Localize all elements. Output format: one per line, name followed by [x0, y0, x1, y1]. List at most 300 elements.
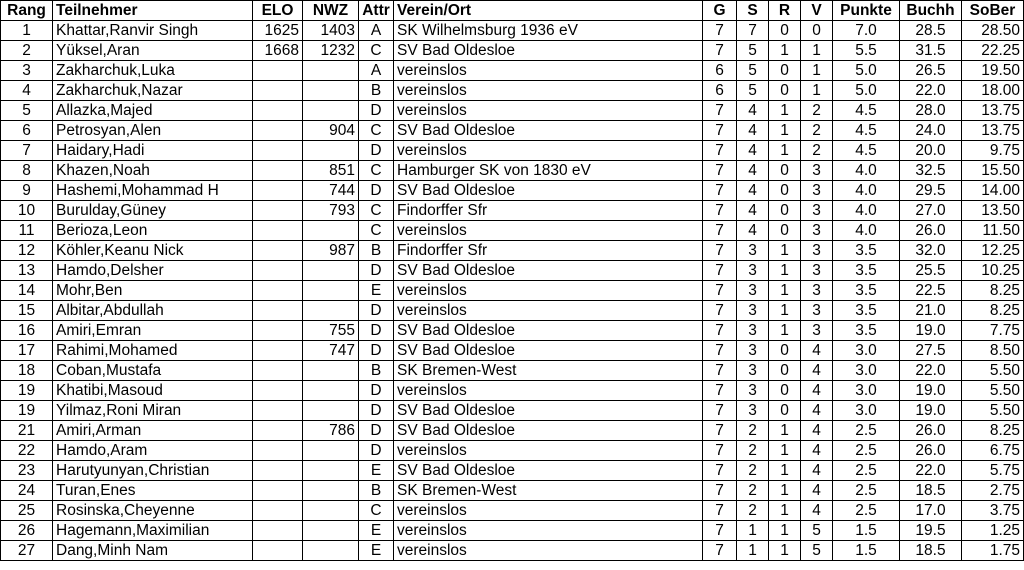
- punkte-cell: 1.5: [833, 541, 900, 561]
- verein-cell: vereinslos: [394, 141, 703, 161]
- attr-cell: D: [359, 101, 394, 121]
- table-row: [1, 321, 1024, 341]
- s-cell: 2: [737, 501, 769, 521]
- header-row: [1, 1, 1024, 21]
- buchh-cell: 24.0: [900, 121, 962, 141]
- g-cell: 7: [703, 221, 737, 241]
- rang-cell: 25: [1, 501, 53, 521]
- punkte-cell: 4.5: [833, 141, 900, 161]
- v-cell: 3: [801, 301, 833, 321]
- table-row: [1, 41, 1024, 61]
- col-header-sober: SoBer: [962, 1, 1024, 21]
- attr-cell: D: [359, 301, 394, 321]
- v-cell: 4: [801, 461, 833, 481]
- elo-cell: [253, 461, 303, 481]
- buchh-cell: 26.0: [900, 421, 962, 441]
- table-row: [1, 261, 1024, 281]
- teilnehmer-cell: Haidary,Hadi: [53, 141, 253, 161]
- rang-cell: 19: [1, 401, 53, 421]
- table-row: [1, 161, 1024, 181]
- v-cell: 4: [801, 421, 833, 441]
- verein-cell: vereinslos: [394, 441, 703, 461]
- sober-cell: 7.75: [962, 321, 1024, 341]
- v-cell: 3: [801, 181, 833, 201]
- rang-cell: 4: [1, 81, 53, 101]
- verein-cell: SV Bad Oldesloe: [394, 461, 703, 481]
- teilnehmer-cell: Amiri,Emran: [53, 321, 253, 341]
- table-body: [1, 21, 1024, 561]
- rang-cell: 13: [1, 261, 53, 281]
- s-cell: 5: [737, 81, 769, 101]
- elo-cell: [253, 301, 303, 321]
- buchh-cell: 25.5: [900, 261, 962, 281]
- r-cell: 1: [769, 321, 801, 341]
- r-cell: 0: [769, 221, 801, 241]
- teilnehmer-cell: Coban,Mustafa: [53, 361, 253, 381]
- r-cell: 0: [769, 161, 801, 181]
- punkte-cell: 3.0: [833, 381, 900, 401]
- table-row: [1, 461, 1024, 481]
- verein-cell: vereinslos: [394, 381, 703, 401]
- nwz-cell: [303, 141, 359, 161]
- punkte-cell: 4.0: [833, 201, 900, 221]
- v-cell: 1: [801, 61, 833, 81]
- elo-cell: [253, 341, 303, 361]
- g-cell: 7: [703, 541, 737, 561]
- g-cell: 7: [703, 261, 737, 281]
- col-header-elo: ELO: [253, 1, 303, 21]
- nwz-cell: [303, 521, 359, 541]
- teilnehmer-cell: Allazka,Majed: [53, 101, 253, 121]
- v-cell: 2: [801, 141, 833, 161]
- sober-cell: 5.50: [962, 381, 1024, 401]
- teilnehmer-cell: Zakharchuk,Nazar: [53, 81, 253, 101]
- g-cell: 7: [703, 301, 737, 321]
- punkte-cell: 2.5: [833, 421, 900, 441]
- rang-cell: 12: [1, 241, 53, 261]
- r-cell: 1: [769, 141, 801, 161]
- attr-cell: D: [359, 401, 394, 421]
- elo-cell: [253, 141, 303, 161]
- nwz-cell: 755: [303, 321, 359, 341]
- g-cell: 7: [703, 381, 737, 401]
- teilnehmer-cell: Mohr,Ben: [53, 281, 253, 301]
- s-cell: 4: [737, 221, 769, 241]
- punkte-cell: 5.0: [833, 61, 900, 81]
- s-cell: 3: [737, 321, 769, 341]
- rang-cell: 11: [1, 221, 53, 241]
- nwz-cell: [303, 301, 359, 321]
- s-cell: 2: [737, 461, 769, 481]
- buchh-cell: 22.5: [900, 281, 962, 301]
- g-cell: 7: [703, 241, 737, 261]
- attr-cell: C: [359, 161, 394, 181]
- sober-cell: 1.75: [962, 541, 1024, 561]
- rang-cell: 27: [1, 541, 53, 561]
- r-cell: 1: [769, 241, 801, 261]
- g-cell: 7: [703, 481, 737, 501]
- buchh-cell: 29.5: [900, 181, 962, 201]
- table-row: [1, 141, 1024, 161]
- rang-cell: 19: [1, 381, 53, 401]
- v-cell: 5: [801, 521, 833, 541]
- nwz-cell: 851: [303, 161, 359, 181]
- buchh-cell: 19.0: [900, 381, 962, 401]
- s-cell: 3: [737, 261, 769, 281]
- elo-cell: [253, 81, 303, 101]
- elo-cell: [253, 261, 303, 281]
- teilnehmer-cell: Turan,Enes: [53, 481, 253, 501]
- teilnehmer-cell: Hagemann,Maximilian: [53, 521, 253, 541]
- rang-cell: 17: [1, 341, 53, 361]
- verein-cell: vereinslos: [394, 81, 703, 101]
- g-cell: 7: [703, 281, 737, 301]
- elo-cell: [253, 421, 303, 441]
- table-row: [1, 341, 1024, 361]
- rang-cell: 7: [1, 141, 53, 161]
- teilnehmer-cell: Hamdo,Delsher: [53, 261, 253, 281]
- buchh-cell: 22.0: [900, 461, 962, 481]
- attr-cell: B: [359, 481, 394, 501]
- teilnehmer-cell: Harutyunyan,Christian: [53, 461, 253, 481]
- attr-cell: E: [359, 461, 394, 481]
- g-cell: 7: [703, 441, 737, 461]
- verein-cell: SV Bad Oldesloe: [394, 401, 703, 421]
- sober-cell: 9.75: [962, 141, 1024, 161]
- teilnehmer-cell: Dang,Minh Nam: [53, 541, 253, 561]
- col-header-verein: Verein/Ort: [394, 1, 703, 21]
- g-cell: 7: [703, 21, 737, 41]
- g-cell: 7: [703, 101, 737, 121]
- attr-cell: A: [359, 61, 394, 81]
- buchh-cell: 19.0: [900, 321, 962, 341]
- attr-cell: D: [359, 421, 394, 441]
- attr-cell: D: [359, 261, 394, 281]
- teilnehmer-cell: Amiri,Arman: [53, 421, 253, 441]
- elo-cell: [253, 381, 303, 401]
- table-row: [1, 201, 1024, 221]
- verein-cell: Findorffer Sfr: [394, 201, 703, 221]
- verein-cell: Hamburger SK von 1830 eV: [394, 161, 703, 181]
- elo-cell: [253, 161, 303, 181]
- teilnehmer-cell: Rosinska,Cheyenne: [53, 501, 253, 521]
- r-cell: 1: [769, 281, 801, 301]
- attr-cell: E: [359, 521, 394, 541]
- nwz-cell: [303, 401, 359, 421]
- s-cell: 5: [737, 61, 769, 81]
- s-cell: 3: [737, 361, 769, 381]
- attr-cell: B: [359, 361, 394, 381]
- sober-cell: 18.00: [962, 81, 1024, 101]
- rang-cell: 8: [1, 161, 53, 181]
- elo-cell: 1625: [253, 21, 303, 41]
- r-cell: 0: [769, 341, 801, 361]
- nwz-cell: [303, 261, 359, 281]
- rang-cell: 23: [1, 461, 53, 481]
- table-row: [1, 441, 1024, 461]
- sober-cell: 22.25: [962, 41, 1024, 61]
- col-header-s: S: [737, 1, 769, 21]
- rang-cell: 2: [1, 41, 53, 61]
- buchh-cell: 18.5: [900, 481, 962, 501]
- nwz-cell: 786: [303, 421, 359, 441]
- nwz-cell: [303, 501, 359, 521]
- nwz-cell: [303, 101, 359, 121]
- punkte-cell: 2.5: [833, 441, 900, 461]
- sober-cell: 13.50: [962, 201, 1024, 221]
- punkte-cell: 3.5: [833, 261, 900, 281]
- nwz-cell: 1232: [303, 41, 359, 61]
- table-row: [1, 21, 1024, 41]
- nwz-cell: [303, 221, 359, 241]
- attr-cell: B: [359, 81, 394, 101]
- sober-cell: 2.75: [962, 481, 1024, 501]
- s-cell: 3: [737, 301, 769, 321]
- table-row: [1, 181, 1024, 201]
- g-cell: 7: [703, 41, 737, 61]
- verein-cell: vereinslos: [394, 221, 703, 241]
- v-cell: 0: [801, 21, 833, 41]
- attr-cell: D: [359, 141, 394, 161]
- buchh-cell: 20.0: [900, 141, 962, 161]
- elo-cell: 1668: [253, 41, 303, 61]
- s-cell: 1: [737, 521, 769, 541]
- v-cell: 2: [801, 101, 833, 121]
- teilnehmer-cell: Khattar,Ranvir Singh: [53, 21, 253, 41]
- teilnehmer-cell: Rahimi,Mohamed: [53, 341, 253, 361]
- table-row: [1, 121, 1024, 141]
- r-cell: 1: [769, 121, 801, 141]
- v-cell: 4: [801, 441, 833, 461]
- rang-cell: 14: [1, 281, 53, 301]
- v-cell: 3: [801, 261, 833, 281]
- nwz-cell: 747: [303, 341, 359, 361]
- buchh-cell: 28.5: [900, 21, 962, 41]
- buchh-cell: 26.5: [900, 61, 962, 81]
- r-cell: 1: [769, 501, 801, 521]
- buchh-cell: 17.0: [900, 501, 962, 521]
- punkte-cell: 4.0: [833, 161, 900, 181]
- col-header-punkte: Punkte: [833, 1, 900, 21]
- g-cell: 7: [703, 201, 737, 221]
- table-row: [1, 521, 1024, 541]
- verein-cell: SK Wilhelmsburg 1936 eV: [394, 21, 703, 41]
- table-row: [1, 81, 1024, 101]
- table-row: [1, 221, 1024, 241]
- verein-cell: SV Bad Oldesloe: [394, 421, 703, 441]
- g-cell: 7: [703, 501, 737, 521]
- s-cell: 4: [737, 201, 769, 221]
- buchh-cell: 32.5: [900, 161, 962, 181]
- buchh-cell: 26.0: [900, 441, 962, 461]
- buchh-cell: 28.0: [900, 101, 962, 121]
- table-row: [1, 61, 1024, 81]
- rang-cell: 21: [1, 421, 53, 441]
- r-cell: 1: [769, 521, 801, 541]
- rang-cell: 1: [1, 21, 53, 41]
- teilnehmer-cell: Hamdo,Aram: [53, 441, 253, 461]
- verein-cell: SV Bad Oldesloe: [394, 41, 703, 61]
- nwz-cell: 987: [303, 241, 359, 261]
- g-cell: 7: [703, 521, 737, 541]
- attr-cell: D: [359, 441, 394, 461]
- buchh-cell: 22.0: [900, 361, 962, 381]
- teilnehmer-cell: Albitar,Abdullah: [53, 301, 253, 321]
- v-cell: 3: [801, 281, 833, 301]
- elo-cell: [253, 441, 303, 461]
- v-cell: 4: [801, 381, 833, 401]
- g-cell: 7: [703, 401, 737, 421]
- g-cell: 7: [703, 141, 737, 161]
- elo-cell: [253, 201, 303, 221]
- s-cell: 2: [737, 441, 769, 461]
- nwz-cell: [303, 61, 359, 81]
- s-cell: 4: [737, 161, 769, 181]
- rang-cell: 26: [1, 521, 53, 541]
- verein-cell: SV Bad Oldesloe: [394, 341, 703, 361]
- col-header-g: G: [703, 1, 737, 21]
- col-header-teilnehmer: Teilnehmer: [53, 1, 253, 21]
- s-cell: 1: [737, 541, 769, 561]
- sober-cell: 8.25: [962, 421, 1024, 441]
- v-cell: 3: [801, 321, 833, 341]
- sober-cell: 5.75: [962, 461, 1024, 481]
- g-cell: 7: [703, 121, 737, 141]
- verein-cell: SV Bad Oldesloe: [394, 181, 703, 201]
- r-cell: 1: [769, 441, 801, 461]
- verein-cell: vereinslos: [394, 61, 703, 81]
- punkte-cell: 3.0: [833, 401, 900, 421]
- sober-cell: 28.50: [962, 21, 1024, 41]
- sober-cell: 11.50: [962, 221, 1024, 241]
- v-cell: 1: [801, 41, 833, 61]
- buchh-cell: 22.0: [900, 81, 962, 101]
- buchh-cell: 26.0: [900, 221, 962, 241]
- elo-cell: [253, 481, 303, 501]
- buchh-cell: 19.0: [900, 401, 962, 421]
- attr-cell: E: [359, 281, 394, 301]
- teilnehmer-cell: Berioza,Leon: [53, 221, 253, 241]
- s-cell: 4: [737, 181, 769, 201]
- elo-cell: [253, 241, 303, 261]
- table-row: [1, 241, 1024, 261]
- col-header-nwz: NWZ: [303, 1, 359, 21]
- punkte-cell: 5.5: [833, 41, 900, 61]
- table-row: [1, 301, 1024, 321]
- punkte-cell: 1.5: [833, 521, 900, 541]
- sober-cell: 6.75: [962, 441, 1024, 461]
- v-cell: 4: [801, 501, 833, 521]
- sober-cell: 13.75: [962, 121, 1024, 141]
- v-cell: 3: [801, 201, 833, 221]
- teilnehmer-cell: Hashemi,Mohammad H: [53, 181, 253, 201]
- elo-cell: [253, 401, 303, 421]
- nwz-cell: [303, 281, 359, 301]
- rang-cell: 15: [1, 301, 53, 321]
- elo-cell: [253, 121, 303, 141]
- attr-cell: C: [359, 221, 394, 241]
- attr-cell: B: [359, 241, 394, 261]
- punkte-cell: 3.5: [833, 281, 900, 301]
- r-cell: 0: [769, 21, 801, 41]
- sober-cell: 5.50: [962, 401, 1024, 421]
- s-cell: 3: [737, 241, 769, 261]
- teilnehmer-cell: Petrosyan,Alen: [53, 121, 253, 141]
- s-cell: 7: [737, 21, 769, 41]
- nwz-cell: [303, 461, 359, 481]
- s-cell: 4: [737, 141, 769, 161]
- teilnehmer-cell: Yüksel,Aran: [53, 41, 253, 61]
- teilnehmer-cell: Khatibi,Masoud: [53, 381, 253, 401]
- elo-cell: [253, 521, 303, 541]
- col-header-v: V: [801, 1, 833, 21]
- g-cell: 7: [703, 421, 737, 441]
- punkte-cell: 2.5: [833, 461, 900, 481]
- punkte-cell: 3.5: [833, 301, 900, 321]
- buchh-cell: 18.5: [900, 541, 962, 561]
- attr-cell: A: [359, 21, 394, 41]
- g-cell: 7: [703, 461, 737, 481]
- r-cell: 0: [769, 61, 801, 81]
- s-cell: 5: [737, 41, 769, 61]
- verein-cell: SV Bad Oldesloe: [394, 321, 703, 341]
- r-cell: 0: [769, 81, 801, 101]
- buchh-cell: 21.0: [900, 301, 962, 321]
- v-cell: 2: [801, 121, 833, 141]
- elo-cell: [253, 101, 303, 121]
- g-cell: 7: [703, 161, 737, 181]
- nwz-cell: 904: [303, 121, 359, 141]
- sober-cell: 8.50: [962, 341, 1024, 361]
- v-cell: 4: [801, 481, 833, 501]
- nwz-cell: 793: [303, 201, 359, 221]
- r-cell: 0: [769, 201, 801, 221]
- v-cell: 4: [801, 341, 833, 361]
- attr-cell: C: [359, 201, 394, 221]
- col-header-buchh: Buchh: [900, 1, 962, 21]
- teilnehmer-cell: Khazen,Noah: [53, 161, 253, 181]
- s-cell: 3: [737, 401, 769, 421]
- attr-cell: C: [359, 501, 394, 521]
- verein-cell: SK Bremen-West: [394, 361, 703, 381]
- attr-cell: D: [359, 341, 394, 361]
- r-cell: 1: [769, 41, 801, 61]
- sober-cell: 1.25: [962, 521, 1024, 541]
- table-row: [1, 101, 1024, 121]
- punkte-cell: 4.5: [833, 101, 900, 121]
- r-cell: 1: [769, 261, 801, 281]
- sober-cell: 5.50: [962, 361, 1024, 381]
- sober-cell: 19.50: [962, 61, 1024, 81]
- v-cell: 3: [801, 221, 833, 241]
- table-row: [1, 401, 1024, 421]
- table-row: [1, 281, 1024, 301]
- rang-cell: 18: [1, 361, 53, 381]
- v-cell: 1: [801, 81, 833, 101]
- verein-cell: vereinslos: [394, 281, 703, 301]
- s-cell: 3: [737, 281, 769, 301]
- s-cell: 2: [737, 421, 769, 441]
- sober-cell: 13.75: [962, 101, 1024, 121]
- punkte-cell: 3.5: [833, 321, 900, 341]
- rang-cell: 6: [1, 121, 53, 141]
- r-cell: 1: [769, 541, 801, 561]
- sober-cell: 8.25: [962, 281, 1024, 301]
- r-cell: 1: [769, 421, 801, 441]
- attr-cell: D: [359, 181, 394, 201]
- verein-cell: vereinslos: [394, 521, 703, 541]
- attr-cell: C: [359, 121, 394, 141]
